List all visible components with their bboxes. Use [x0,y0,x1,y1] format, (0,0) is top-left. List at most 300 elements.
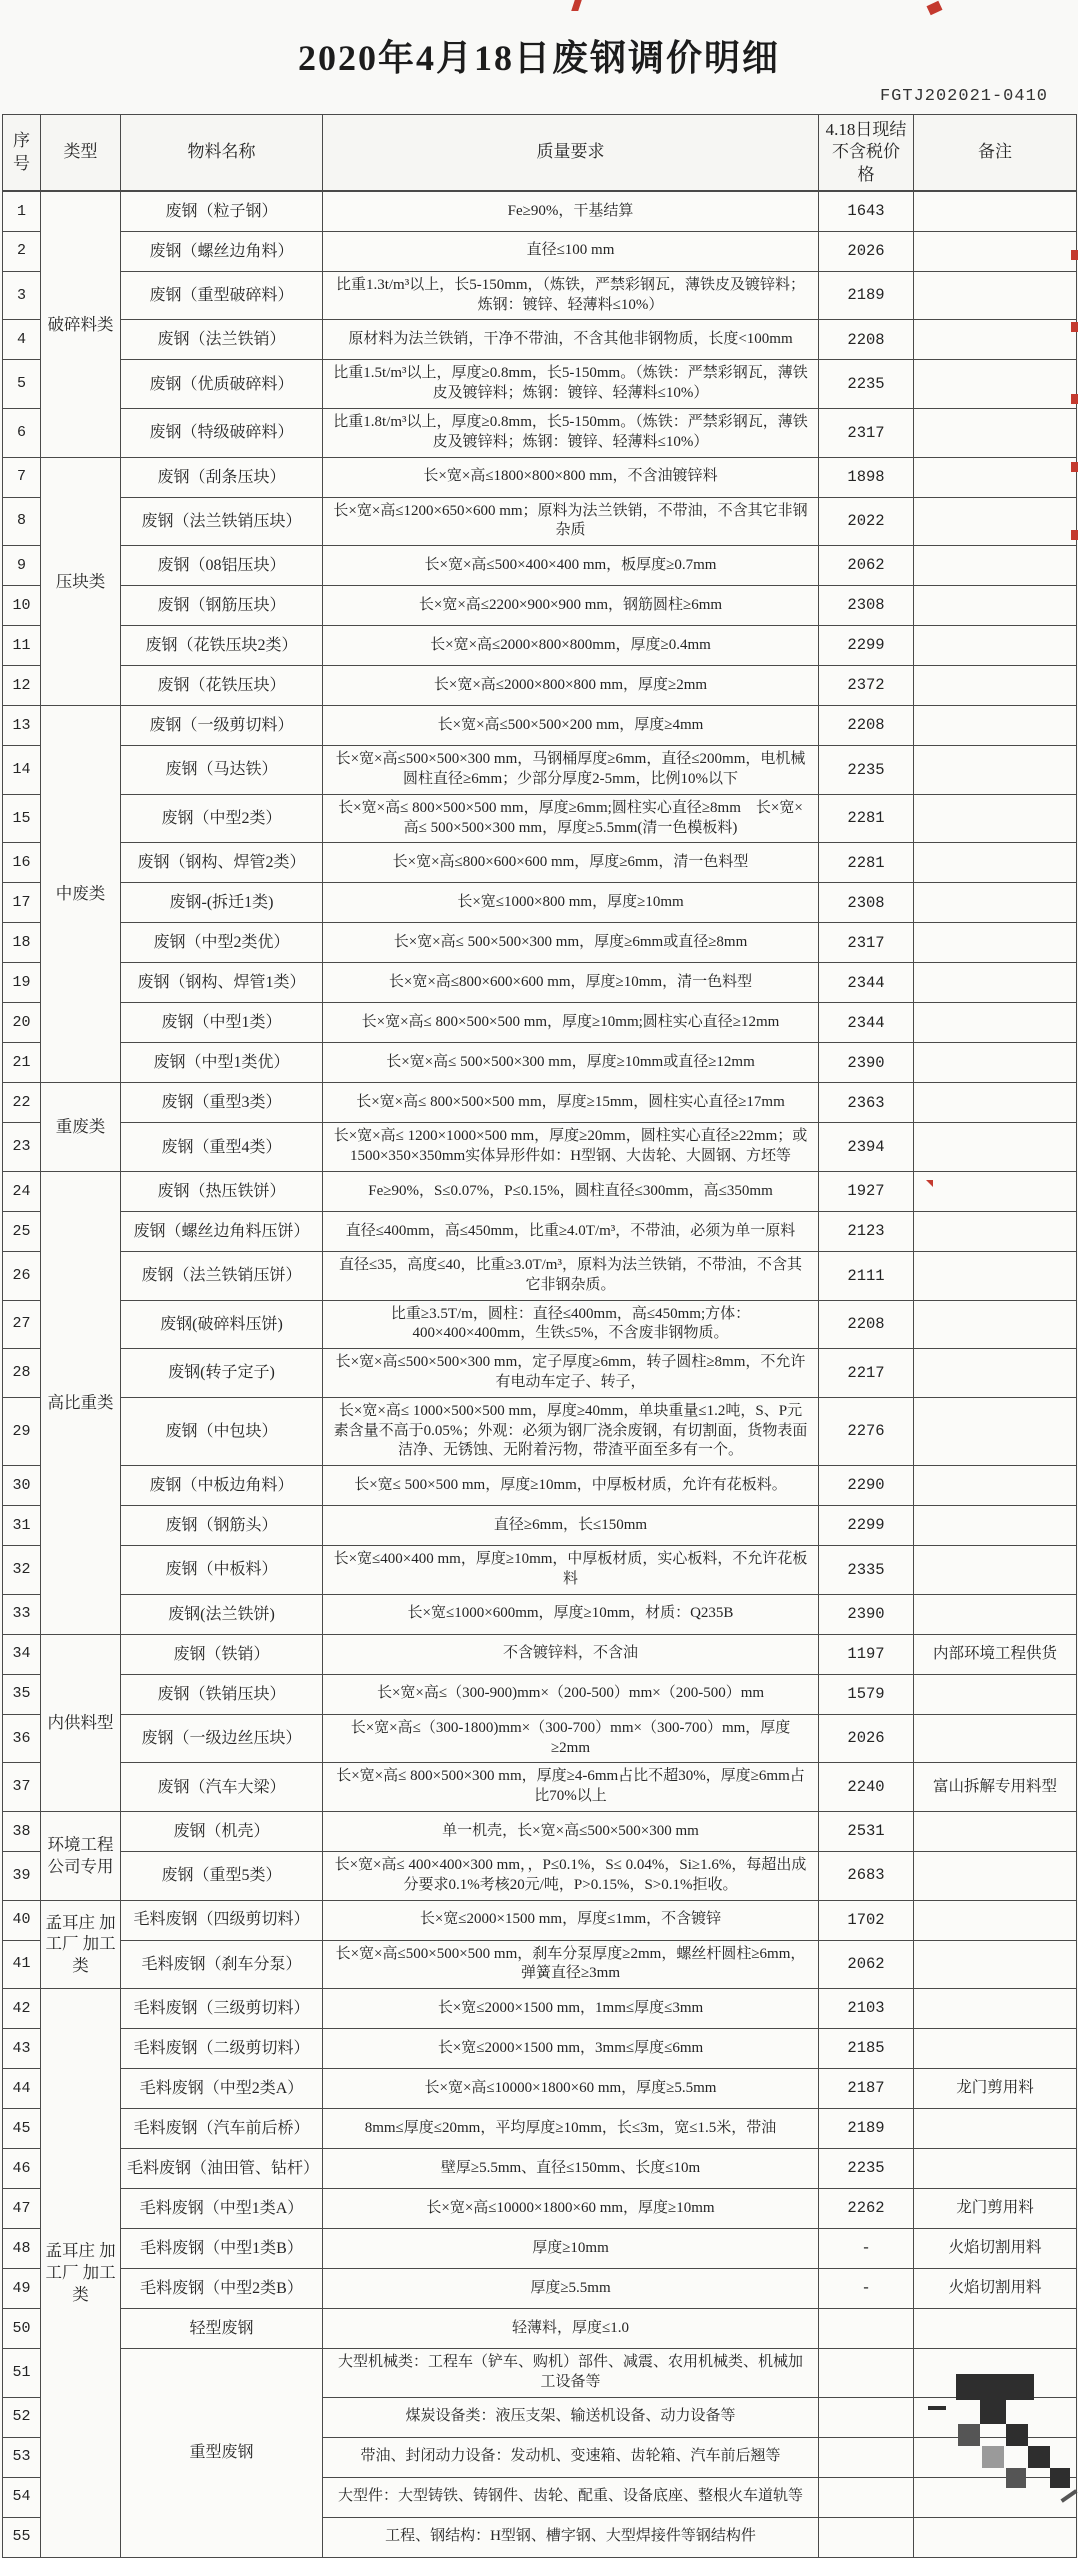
price-cell: 2683 [819,1851,914,1900]
remark-cell [914,1546,1077,1595]
material-name-cell: 废钢（螺丝边角料） [121,231,323,271]
row-number-cell: 35 [3,1674,41,1714]
row-number-cell: 50 [3,2309,41,2349]
material-name-cell: 废钢（花铁压块2类） [121,626,323,666]
price-cell: 2390 [819,1594,914,1634]
table-row [3,1940,1077,1989]
remark-cell [914,666,1077,706]
material-name-cell: 废钢（中包块） [121,1397,323,1465]
remark-cell: 龙门剪用料 [914,2069,1077,2109]
material-name-cell: 轻型废钢 [121,2309,323,2349]
remark-cell [914,1123,1077,1172]
row-number-cell: 20 [3,1003,41,1043]
price-cell: 2208 [819,706,914,746]
table-row [3,706,1077,746]
quality-cell: 直径≤100 mm [323,231,819,271]
quality-cell: 长×宽×高≤（300-900)mm×（200-500）mm×（200-500）mm [323,1674,819,1714]
row-number-cell: 16 [3,843,41,883]
price-cell: 2317 [819,409,914,458]
remark-cell: 火焰切割用料 [914,2269,1077,2309]
table-row [3,746,1077,795]
quality-cell: 长×宽≤1000×800 mm，厚度≥10mm [323,883,819,923]
row-number-cell: 22 [3,1083,41,1123]
row-number-cell: 47 [3,2189,41,2229]
quality-cell: 长×宽×高≤ 400×400×300 mm，，P≤0.1%，S≤ 0.04%，Si≥1.6%，每超出成分要求0.1%考核20元/吨，P>0.15%，S>0.1%拒收。 [323,1851,819,1900]
table-row [3,1300,1077,1349]
price-cell: 1898 [819,457,914,497]
quality-cell: 带油、封闭动力设备：发动机、变速箱、齿轮箱、汽车前后翘等 [323,2437,819,2477]
price-cell: 2394 [819,1123,914,1172]
remark-cell [914,1714,1077,1763]
table-row [3,546,1077,586]
material-name-cell: 废钢（钢筋压块） [121,586,323,626]
quality-cell: 比重1.3t/m³以上，长5-150mm，（炼铁，严禁彩钢瓦，薄铁皮及镀锌料；炼钢：镀锌、轻薄料≤10%） [323,271,819,320]
price-cell: 2290 [819,1466,914,1506]
material-name-cell: 废钢（机壳） [121,1811,323,1851]
remark-cell [914,360,1077,409]
table-row [3,2069,1077,2109]
row-number-cell: 42 [3,1989,41,2029]
row-number-cell: 51 [3,2349,41,2398]
remark-cell [914,843,1077,883]
remark-cell [914,1466,1077,1506]
price-cell: 2062 [819,546,914,586]
remark-cell [914,1900,1077,1940]
quality-cell: 长×宽≤400×400 mm，厚度≥10mm，中厚板材质，实心板料，不允许花板料 [323,1546,819,1595]
quality-cell: 长×宽×高≤500×500×200 mm，厚度≥4mm [323,706,819,746]
material-name-cell: 废钢（重型破碎料） [121,271,323,320]
price-cell: 2217 [819,1349,914,1398]
red-edge-tick [1071,322,1078,332]
price-cell: 2299 [819,626,914,666]
material-name-cell: 毛料废钢（中型1类B） [121,2229,323,2269]
material-name-cell: 废钢(破碎料压饼) [121,1300,323,1349]
material-name-cell: 毛料废钢（中型2类A） [121,2069,323,2109]
row-number-cell: 28 [3,1349,41,1398]
quality-cell: 直径≤400mm，高≤450mm，比重≥4.0T/m³，不带油，必须为单一原料 [323,1211,819,1251]
remark-cell [914,2517,1077,2557]
table-row [3,586,1077,626]
row-number-cell: 52 [3,2397,41,2437]
price-cell: 2344 [819,1003,914,1043]
row-number-cell: 29 [3,1397,41,1465]
price-cell: 2390 [819,1043,914,1083]
table-row [3,1397,1077,1465]
remark-cell [914,231,1077,271]
price-cell: 2187 [819,2069,914,2109]
quality-cell: 比重≥3.5T/m，圆柱：直径≤400mm，高≤450mm;方体：400×400×400mm，生铁≤5%，不含废非钢物质。 [323,1300,819,1349]
row-number-cell: 10 [3,586,41,626]
row-number-cell: 2 [3,231,41,271]
header-type: 类型 [41,115,121,192]
table-row [3,1634,1077,1674]
remark-cell [914,1043,1077,1083]
quality-cell: 轻薄料，厚度≤1.0 [323,2309,819,2349]
material-name-cell: 废钢（中型1类优） [121,1043,323,1083]
price-cell: 2262 [819,2189,914,2229]
remark-cell [914,746,1077,795]
material-name-cell: 毛料废钢（中型2类B） [121,2269,323,2309]
quality-cell: 长×宽×高≤ 500×500×300 mm，厚度≥10mm或直径≥12mm [323,1043,819,1083]
quality-cell: 长×宽×高≤ 1200×1000×500 mm，厚度≥20mm，圆柱实心直径≥22mm；或1500×350×350mm实体异形件如：H型钢、大齿轮、大圆钢、方坯等 [323,1123,819,1172]
price-cell [819,2517,914,2557]
remark-cell [914,2109,1077,2149]
row-number-cell: 39 [3,1851,41,1900]
row-number-cell: 9 [3,546,41,586]
table-row [3,1546,1077,1595]
row-number-cell: 3 [3,271,41,320]
row-number-cell: 14 [3,746,41,795]
row-number-cell: 37 [3,1763,41,1812]
page-title: 2020年4月18日废钢调价明细 [297,38,780,78]
table-row [3,191,1077,231]
price-cell: 1579 [819,1674,914,1714]
material-name-cell: 废钢（中型2类优） [121,923,323,963]
remark-cell [914,2309,1077,2349]
material-name-cell: 毛料废钢（中型1类A） [121,2189,323,2229]
row-number-cell: 36 [3,1714,41,1763]
price-table [2,114,1077,2558]
quality-cell: 长×宽×高≤（300-1800)mm×（300-700）mm×（300-700）mm，厚度≥2mm [323,1714,819,1763]
price-cell: 2308 [819,883,914,923]
red-edge-tick [1071,394,1078,404]
material-name-cell: 废钢（法兰铁销） [121,320,323,360]
table-row [3,1349,1077,1398]
header-remark: 备注 [914,115,1077,192]
table-row [3,497,1077,546]
material-name-cell: 废钢（中板料） [121,1546,323,1595]
quality-cell: 长×宽×高≤ 500×500×300 mm，厚度≥6mm或直径≥8mm [323,923,819,963]
row-number-cell: 12 [3,666,41,706]
row-number-cell: 7 [3,457,41,497]
row-number-cell: 26 [3,1251,41,1300]
quality-cell: 长×宽×高≤ 800×500×300 mm，厚度≥4-6mm占比不超30%，厚度≥6mm占比70%以上 [323,1763,819,1812]
red-edge-tick [1071,530,1078,540]
material-name-cell: 废钢（花铁压块） [121,666,323,706]
quality-cell: 长×宽×高≤10000×1800×60 mm，厚度≥5.5mm [323,2069,819,2109]
quality-cell: 长×宽≤ 500×500 mm，厚度≥10mm，中厚板材质，允许有花板料。 [323,1466,819,1506]
material-name-cell: 废钢（法兰铁销压块） [121,497,323,546]
price-cell: 2208 [819,1300,914,1349]
table-row [3,963,1077,1003]
price-cell [819,2437,914,2477]
price-cell: 2111 [819,1251,914,1300]
price-cell [819,2349,914,2398]
material-name-cell: 废钢（铁销） [121,1634,323,1674]
remark-cell [914,1989,1077,2029]
remark-cell [914,1349,1077,1398]
table-row [3,923,1077,963]
type-group-cell: 孟耳庄 加工厂 加工类 [41,1900,121,1989]
table-row [3,666,1077,706]
row-number-cell: 54 [3,2477,41,2517]
remark-cell [914,457,1077,497]
material-name-cell: 毛料废钢（刹车分泵） [121,1940,323,1989]
quality-cell: 长×宽×高≤ 800×500×500 mm，厚度≥6mm;圆柱实心直径≥8mm 长×宽×高≤ 500×500×300 mm，厚度≥5.5mm(清一色模板料) [323,794,819,843]
row-number-cell: 38 [3,1811,41,1851]
remark-cell [914,1594,1077,1634]
table-row [3,1211,1077,1251]
price-cell [819,2477,914,2517]
price-cell: 2022 [819,497,914,546]
table-row [3,1714,1077,1763]
price-cell: 2062 [819,1940,914,1989]
quality-cell: 大型件：大型铸铁、铸钢件、齿轮、配重、设备底座、整根火车道轨等 [323,2477,819,2517]
table-row [3,2109,1077,2149]
table-row [3,2349,1077,2398]
material-name-cell: 废钢（重型4类） [121,1123,323,1172]
price-cell: 1927 [819,1171,914,1211]
price-cell [819,2309,914,2349]
material-name-cell: 废钢（刮条压块） [121,457,323,497]
table-row [3,320,1077,360]
header-price: 4.18日现结不含税价格 [819,115,914,192]
table-row [3,1989,1077,2029]
quality-cell: 大型机械类：工程车（铲车、购机）部件、减震、农用机械类、机械加工设备等 [323,2349,819,2398]
quality-cell: 长×宽×高≤ 800×500×500 mm，厚度≥15mm，圆柱实心直径≥17mm [323,1083,819,1123]
price-cell: 2372 [819,666,914,706]
quality-cell: Fe≥90%，干基结算 [323,191,819,231]
price-cell: 2281 [819,794,914,843]
row-number-cell: 33 [3,1594,41,1634]
quality-cell: 长×宽×高≤800×600×600 mm，厚度≥10mm，清一色料型 [323,963,819,1003]
doc-number: FGTJ202021-0410 [879,87,1048,106]
material-name-cell: 废钢（钢筋头） [121,1506,323,1546]
table-row [3,1123,1077,1172]
remark-cell [914,626,1077,666]
quality-cell: 长×宽×高≤2000×800×800 mm，厚度≥2mm [323,666,819,706]
material-name-cell: 毛料废钢（四级剪切料） [121,1900,323,1940]
price-cell: 2235 [819,746,914,795]
remark-cell [914,1003,1077,1043]
table-row [3,1171,1077,1211]
row-number-cell: 41 [3,1940,41,1989]
remark-cell [914,2029,1077,2069]
row-number-cell: 55 [3,2517,41,2557]
material-name-cell: 废钢（中型1类） [121,1003,323,1043]
price-cell: 2208 [819,320,914,360]
price-cell: 2240 [819,1763,914,1812]
table-row [3,1083,1077,1123]
quality-cell: 比重1.8t/m³以上，厚度≥0.8mm，长5-150mm。（炼铁：严禁彩钢瓦，薄铁皮及镀锌料；炼钢：镀锌、轻薄料≤10%） [323,409,819,458]
material-name-cell: 废钢（马达铁） [121,746,323,795]
material-name-cell: 废钢（重型3类） [121,1083,323,1123]
row-number-cell: 53 [3,2437,41,2477]
quality-cell: 长×宽×高≤500×500×500 mm，刹车分泵厚度≥2mm，螺丝杆圆柱≥6mm，弹簧直径≥3mm [323,1940,819,1989]
header-no: 序号 [3,115,41,192]
table-row [3,457,1077,497]
price-cell: 2235 [819,2149,914,2189]
material-name-cell: 废钢（一级剪切料） [121,706,323,746]
row-number-cell: 44 [3,2069,41,2109]
quality-cell: 直径≥6mm，长≤150mm [323,1506,819,1546]
remark-cell [914,1506,1077,1546]
material-name-cell: 废钢（一级边丝压块） [121,1714,323,1763]
price-cell: 1643 [819,191,914,231]
quality-cell: 长×宽×高≤2200×900×900 mm，钢筋圆柱≥6mm [323,586,819,626]
price-cell: 2299 [819,1506,914,1546]
material-name-cell: 毛料废钢（油田管、钻杆） [121,2149,323,2189]
price-cell: 2235 [819,360,914,409]
red-corner-flag [926,1180,933,1187]
price-cell: 2276 [819,1397,914,1465]
table-row [3,626,1077,666]
quality-cell: 长×宽×高≤10000×1800×60 mm，厚度≥10mm [323,2189,819,2229]
quality-cell: Fe≥90%，S≤0.07%，P≤0.15%，圆柱直径≤300mm，高≤350mm [323,1171,819,1211]
remark-cell [914,923,1077,963]
table-row [3,883,1077,923]
row-number-cell: 40 [3,1900,41,1940]
table-row [3,2029,1077,2069]
material-name-cell: 废钢（特级破碎料） [121,409,323,458]
quality-cell: 直径≤35，高度≤40，比重≥3.0T/m³，原料为法兰铁销，不带油，不含其它非钢杂质。 [323,1251,819,1300]
quality-cell: 长×宽≤2000×1500 mm，3mm≤厚度≤6mm [323,2029,819,2069]
quality-cell: 长×宽×高≤1200×650×600 mm；原料为法兰铁销，不带油，不含其它非钢杂质 [323,497,819,546]
quality-cell: 长×宽≤2000×1500 mm，1mm≤厚度≤3mm [323,1989,819,2029]
row-number-cell: 48 [3,2229,41,2269]
quality-cell: 不含镀锌料，不含油 [323,1634,819,1674]
remark-cell [914,546,1077,586]
red-edge-tick [1071,462,1078,472]
price-cell [819,2397,914,2437]
material-name-cell: 毛料废钢（二级剪切料） [121,2029,323,2069]
table-row [3,1003,1077,1043]
table-row [3,231,1077,271]
quality-cell: 长×宽×高≤500×500×300 mm，马钢桶厚度≥6mm，直径≤200mm，电机械圆柱直径≥6mm；少部分厚度2-5mm，比例10%以下 [323,746,819,795]
remark-cell [914,883,1077,923]
row-number-cell: 32 [3,1546,41,1595]
table-row [3,1466,1077,1506]
table-row [3,271,1077,320]
table-row [3,2149,1077,2189]
row-number-cell: 4 [3,320,41,360]
red-edge-tick [1071,250,1078,260]
table-row [3,2229,1077,2269]
row-number-cell: 43 [3,2029,41,2069]
quality-cell: 工程、钢结构：H型钢、槽字钢、大型焊接件等钢结构件 [323,2517,819,2557]
row-number-cell: 6 [3,409,41,458]
remark-cell [914,1083,1077,1123]
price-cell: - [819,2269,914,2309]
table-row [3,1851,1077,1900]
table-row [3,1251,1077,1300]
remark-cell: 富山拆解专用料型 [914,1763,1077,1812]
table-row [3,409,1077,458]
quality-cell: 比重1.5t/m³以上，厚度≥0.8mm，长5-150mm。（炼铁：严禁彩钢瓦，薄铁皮及镀锌料；炼钢：镀锌、轻薄料≤10%） [323,360,819,409]
price-cell: 2185 [819,2029,914,2069]
remark-cell [914,1211,1077,1251]
type-group-cell: 内供料型 [41,1634,121,1811]
table-row [3,2189,1077,2229]
remark-cell [914,271,1077,320]
row-number-cell: 1 [3,191,41,231]
material-name-cell: 废钢（重型5类） [121,1851,323,1900]
remark-cell [914,497,1077,546]
price-cell: 1197 [819,1634,914,1674]
row-number-cell: 5 [3,360,41,409]
row-number-cell: 19 [3,963,41,1003]
remark-cell [914,1811,1077,1851]
header-row [3,115,1077,192]
row-number-cell: 11 [3,626,41,666]
row-number-cell: 23 [3,1123,41,1172]
row-number-cell: 31 [3,1506,41,1546]
header-material-name: 物料名称 [121,115,323,192]
price-cell: 2103 [819,1989,914,2029]
remark-cell [914,1940,1077,1989]
quality-cell: 原材料为法兰铁销，干净不带油，不含其他非钢物质，长度<100mm [323,320,819,360]
material-name-cell: 废钢（优质破碎料） [121,360,323,409]
quality-cell: 长×宽×高≤ 800×500×500 mm，厚度≥10mm;圆柱实心直径≥12mm [323,1003,819,1043]
material-name-cell: 废钢（热压铁饼） [121,1171,323,1211]
remark-cell [914,586,1077,626]
table-row [3,2309,1077,2349]
material-name-cell: 废钢（钢构、焊管1类） [121,963,323,1003]
row-number-cell: 18 [3,923,41,963]
material-name-cell: 废钢（铁销压块） [121,1674,323,1714]
row-number-cell: 34 [3,1634,41,1674]
remark-cell [914,1851,1077,1900]
remark-cell [914,1397,1077,1465]
remark-cell [914,1300,1077,1349]
material-name-cell: 废钢（中型2类） [121,794,323,843]
remark-cell [914,794,1077,843]
material-name-cell: 废钢（汽车大梁） [121,1763,323,1812]
material-name-cell: 废钢（08铝压块） [121,546,323,586]
quality-cell: 长×宽≤2000×1500 mm，厚度≤1mm，不含镀锌 [323,1900,819,1940]
row-number-cell: 45 [3,2109,41,2149]
table-row [3,1763,1077,1812]
material-name-cell: 废钢-(拆迁1类) [121,883,323,923]
table-row [3,1674,1077,1714]
price-cell: 2317 [819,923,914,963]
table-row [3,1900,1077,1940]
quality-cell: 长×宽×高≤2000×800×800mm，厚度≥0.4mm [323,626,819,666]
row-number-cell: 30 [3,1466,41,1506]
material-name-cell: 废钢(法兰铁饼) [121,1594,323,1634]
price-cell: 1702 [819,1900,914,1940]
remark-cell [914,1674,1077,1714]
quality-cell: 壁厚≥5.5mm、直径≤150mm、长度≤10m [323,2149,819,2189]
quality-cell: 长×宽×高≤800×600×600 mm，厚度≥6mm，清一色料型 [323,843,819,883]
material-name-cell: 废钢（螺丝边角料压饼） [121,1211,323,1251]
material-name-cell: 废钢（粒子钢） [121,191,323,231]
type-group-cell: 中废类 [41,706,121,1083]
material-name-cell: 废钢（法兰铁销压饼） [121,1251,323,1300]
remark-cell [914,191,1077,231]
row-number-cell: 46 [3,2149,41,2189]
header-quality: 质量要求 [323,115,819,192]
remark-cell: 内部环境工程供货 [914,1634,1077,1674]
type-group-cell: 压块类 [41,457,121,706]
quality-cell: 长×宽×高≤500×500×300 mm，定子厚度≥6mm，转子圆柱≥8mm，不允许有电动车定子、转子， [323,1349,819,1398]
remark-cell [914,2149,1077,2189]
remark-cell [914,1171,1077,1211]
quality-cell: 单一机壳，长×宽×高≤500×500×300 mm [323,1811,819,1851]
table-row [3,1811,1077,1851]
material-name-cell: 废钢（钢构、焊管2类） [121,843,323,883]
table-row [3,1594,1077,1634]
table-row [3,1043,1077,1083]
price-cell: 2363 [819,1083,914,1123]
row-number-cell: 27 [3,1300,41,1349]
table-row [3,843,1077,883]
quality-cell: 长×宽≤1000×600mm，厚度≥10mm，材质：Q235B [323,1594,819,1634]
material-name-group-cell: 重型废钢 [121,2349,323,2558]
price-cell: 2189 [819,271,914,320]
material-name-cell: 废钢(转子定子) [121,1349,323,1398]
price-cell: 2335 [819,1546,914,1595]
